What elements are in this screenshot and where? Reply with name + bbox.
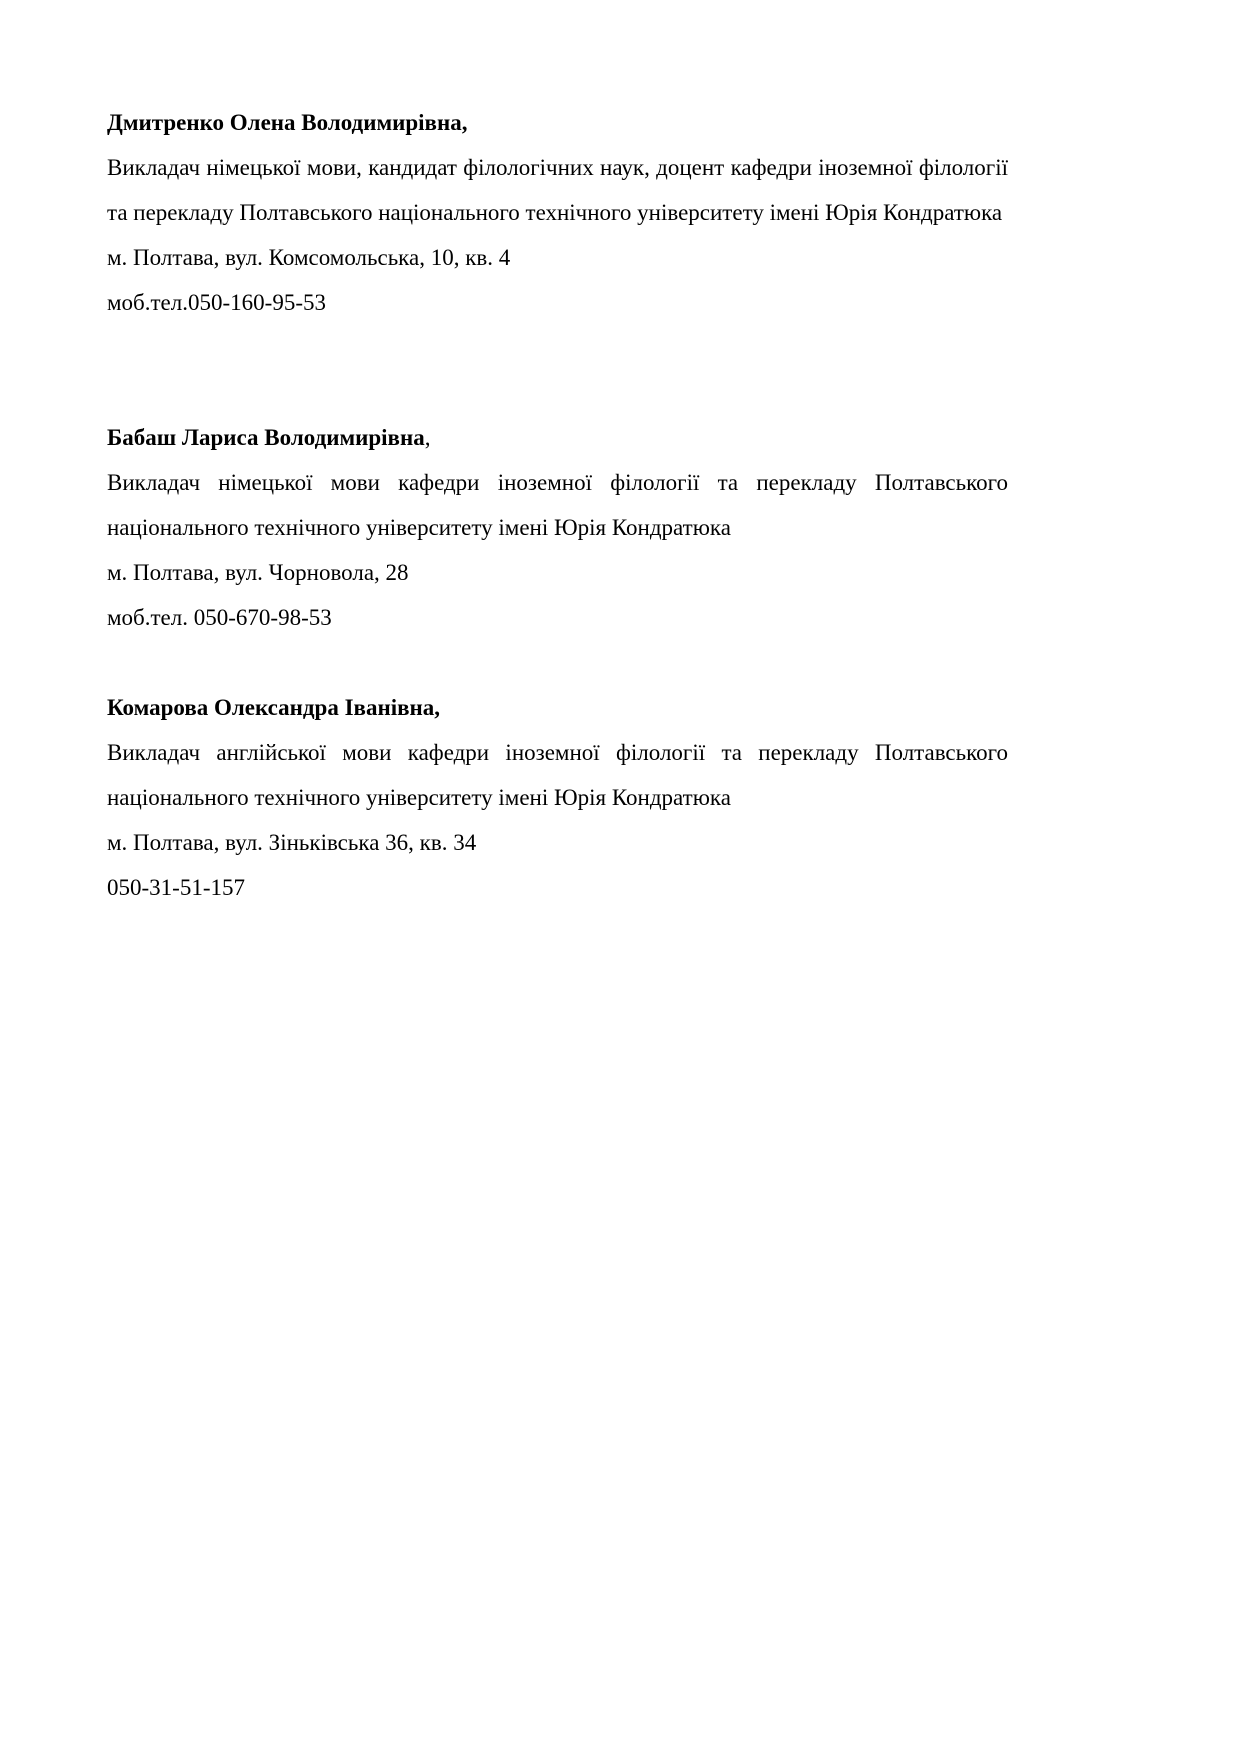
contact-entry-3 [107, 685, 1008, 910]
person-address: м. Полтава, вул. Чорновола, 28 [107, 560, 409, 585]
contact-entry-2 [107, 415, 1008, 640]
person-phone: 050-31-51-157 [107, 875, 245, 900]
person-phone: моб.тел.050-160-95-53 [107, 290, 326, 315]
contact-entry-1 [107, 100, 1008, 325]
person-name-suffix: , [424, 425, 431, 450]
person-description: Викладач німецької мови кафедри іноземної філології та перекладу Полтавського національного технічного університету імені Юрія Кондратюка [107, 470, 1008, 540]
person-description: Викладач англійської мови кафедри іноземної філології та перекладу Полтавського національного технічного університету імені Юрія Кондратюка [107, 740, 1008, 810]
person-address: м. Полтава, вул. Зіньківська 36, кв. 34 [107, 830, 477, 855]
person-name: Комарова Олександра Іванівна, [107, 695, 441, 720]
person-address: м. Полтава, вул. Комсомольська, 10, кв. 4 [107, 245, 511, 270]
person-description: Викладач німецької мови, кандидат філологічних наук, доцент кафедри іноземної філології та перекладу Полтавського національного технічного університету імені Юрія Кондратюка [107, 155, 1008, 225]
person-name-line [107, 685, 1008, 730]
person-name-line [107, 100, 1008, 145]
person-name-line [107, 415, 1008, 460]
person-name: Бабаш Лариса Володимирівна [107, 425, 425, 450]
person-name: Дмитренко Олена Володимирівна, [107, 110, 468, 135]
person-phone: моб.тел. 050-670-98-53 [107, 605, 332, 630]
